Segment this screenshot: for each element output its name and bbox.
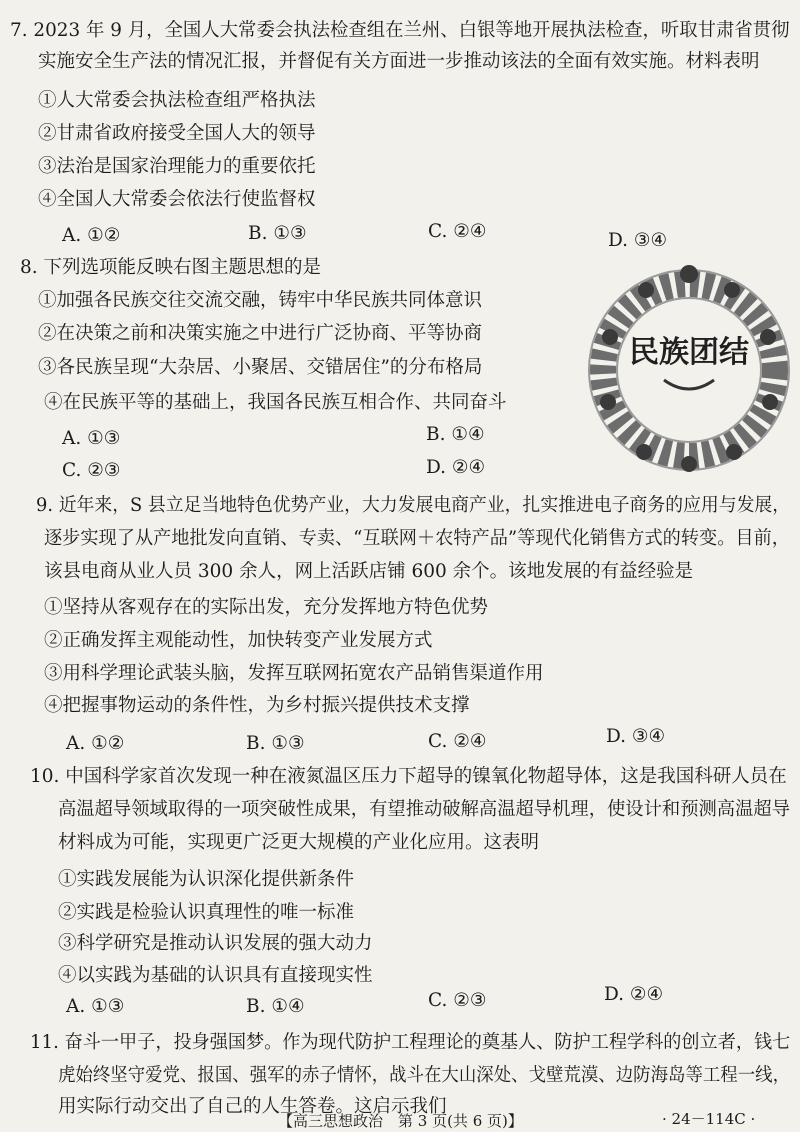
page-footer-code: · 24－114C ·: [662, 1110, 756, 1128]
q10-option-c: C. ②③: [428, 990, 487, 1011]
q9-item-1: ①坚持从客观存在的实际出发，充分发挥地方特色优势: [44, 597, 489, 618]
q11-stem-line-3: 用实际行动交出了自己的人生答卷。这启示我们: [58, 1096, 447, 1117]
q10-stem-line-2: 高温超导领域取得的一项突破性成果，有望推动破解高温超导机理，使设计和预测高温超导: [58, 799, 791, 820]
q8-item-4: ④在民族平等的基础上，我国各民族互相合作、共同奋斗: [44, 392, 507, 413]
q9-option-b: B. ①③: [246, 733, 305, 754]
q9-option-d: D. ③④: [606, 726, 666, 747]
q10-item-4: ④以实践为基础的认识具有直接现实性: [58, 965, 373, 986]
q9-item-3: ③用科学理论武装头脑，发挥互联网拓宽农产品销售渠道作用: [44, 663, 544, 684]
inner-ring-line: [617, 298, 761, 442]
q7-item-3: ③法治是国家治理能力的重要依托: [38, 156, 316, 177]
q9-item-2: ②正确发挥主观能动性，加快转变产业发展方式: [44, 630, 433, 651]
q8-item-2: ②在决策之前和决策实施之中进行广泛协商、平等协商: [38, 323, 483, 344]
q11-stem-line-1: 11. 奋斗一甲子，投身强国梦。作为现代防护工程理论的奠基人、防护工程学科的创立者，钱七: [30, 1032, 791, 1053]
q8-item-1: ①加强各民族交往交流交融，铸牢中华民族共同体意识: [38, 290, 483, 311]
q8-option-c: C. ②③: [62, 460, 121, 481]
q7-item-1: ①人大常委会执法检查组严格执法: [38, 90, 316, 111]
q10-option-a: A. ①③: [66, 996, 125, 1017]
q9-item-4: ④把握事物运动的条件性，为乡村振兴提供技术支撑: [44, 695, 470, 716]
q7-stem-line-2: 实施安全生产法的情况汇报，并督促有关方面进一步推动该法的全面有效实施。材料表明: [38, 51, 760, 72]
q8-option-a: A. ①③: [62, 428, 121, 449]
q7-item-4: ④全国人大常委会依法行使监督权: [38, 189, 316, 210]
q10-option-b: B. ①④: [246, 996, 305, 1017]
q11-stem-line-2: 虎始终坚守爱党、报国、强军的赤子情怀，战斗在大山深处、戈壁荒漠、边防海岛等工程一线，: [58, 1065, 791, 1086]
ethnic-unity-figure: [586, 252, 792, 482]
ethnic-unity-illustration: [586, 252, 792, 482]
q9-option-c: C. ②④: [428, 731, 487, 752]
page-footer-info: 【高三思想政治 第 3 页(共 6 页)】: [278, 1112, 523, 1130]
q8-stem: 8. 下列选项能反映右图主题思想的是: [20, 257, 322, 278]
q7-item-2: ②甘肃省政府接受全国人大的领导: [38, 123, 316, 144]
figure-wave-mark: [664, 380, 714, 389]
q10-item-2: ②实践是检验认识真理性的唯一标准: [58, 902, 355, 923]
q10-stem-line-3: 材料成为可能，实现更广泛更大规模的产业化应用。这表明: [58, 832, 540, 853]
q9-stem-line-1: 9. 近年来，S 县立足当地特色优势产业，大力发展电商产业，扎实推进电子商务的应用与发展，: [36, 495, 791, 516]
q10-stem-line-1: 10. 中国科学家首次发现一种在液氮温区压力下超导的镍氧化物超导体，这是我国科研人员在: [30, 766, 787, 787]
q7-option-a: A. ①②: [62, 225, 121, 246]
q9-stem-line-3: 该县电商从业人员 300 余人，网上活跃店铺 600 余个。该地发展的有益经验是: [44, 561, 694, 582]
q7-option-d: D. ③④: [608, 230, 668, 251]
q10-option-d: D. ②④: [604, 984, 664, 1005]
figure-title-text: 民族团结: [629, 335, 749, 370]
q7-option-b: B. ①③: [248, 223, 307, 244]
q9-stem-line-2: 逐步实现了从产地批发向直销、专卖、“互联网＋农特产品”等现代化销售方式的转变。目前，: [44, 528, 790, 549]
q8-option-b: B. ①④: [426, 424, 485, 445]
q7-stem-line-1: 7. 2023 年 9 月，全国人大常委会执法检查组在兰州、白银等地开展执法检查，听取甘肃省贯彻: [10, 20, 790, 41]
q10-item-1: ①实践发展能为认识深化提供新条件: [58, 869, 355, 890]
q7-option-c: C. ②④: [428, 221, 487, 242]
q8-option-d: D. ②④: [426, 457, 486, 478]
q9-option-a: A. ①②: [66, 733, 125, 754]
q8-item-3: ③各民族呈现“大杂居、小聚居、交错居住”的分布格局: [38, 357, 483, 378]
people-ring-shape: [603, 284, 775, 456]
q10-item-3: ③科学研究是推动认识发展的强大动力: [58, 933, 373, 954]
